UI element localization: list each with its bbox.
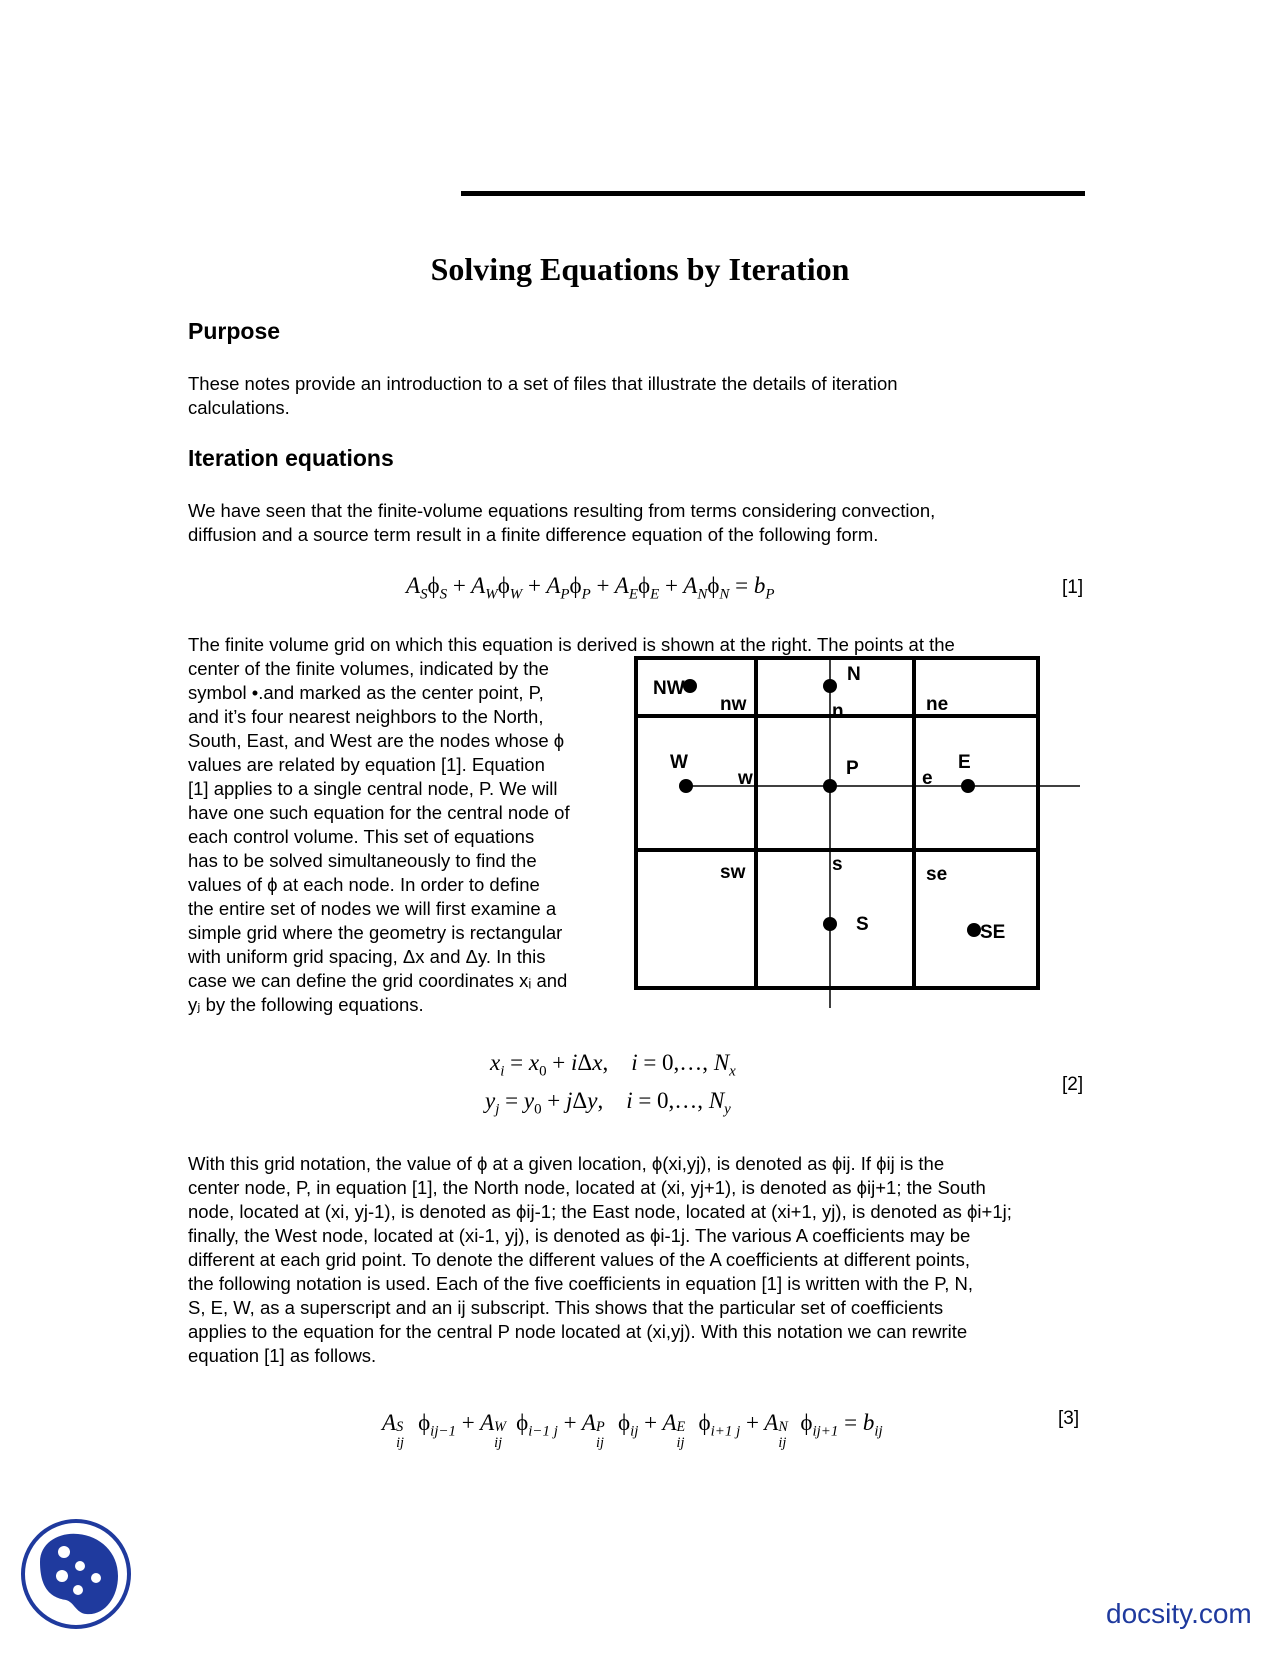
grid-text-line-10: values of ϕ at each node. In order to define xyxy=(188,874,540,895)
label-E: E xyxy=(958,752,971,773)
logo-dot-1 xyxy=(58,1546,70,1558)
purpose-line-2: calculations. xyxy=(188,397,290,418)
label-SE: SE xyxy=(980,922,1006,943)
purpose-heading: Purpose xyxy=(188,318,281,344)
grid-text-paragraph xyxy=(188,657,628,1017)
grid-text-line-15: yⱼ by the following equations. xyxy=(188,994,424,1015)
notation-line-7: S, E, W, as a superscript and an ij subscript. This shows that the particular set of coefficients xyxy=(188,1297,944,1318)
finite-volume-grid-diagram xyxy=(630,650,1090,1020)
label-n: n xyxy=(832,701,844,722)
docsity-logo-icon[interactable] xyxy=(20,1518,132,1630)
logo-dot-2 xyxy=(75,1561,85,1571)
grid-text-line-11: the entire set of nodes we will first examine a xyxy=(188,898,557,919)
label-S: S xyxy=(856,914,869,935)
grid-text-line-13: with uniform grid spacing, Δx and Δy. In this xyxy=(188,946,546,967)
notation-line-6: the following notation is used. Each of the five coefficients in equation [1] is written with the P, N, xyxy=(188,1273,973,1294)
label-W: W xyxy=(670,752,688,773)
iteration-intro-line-2: diffusion and a source term result in a finite difference equation of the following form. xyxy=(188,524,879,545)
equation-3: A S ij $\phi_{ij-1} + A$ W ij $\phi_{i-1 j} + A$ P ij $\phi_{ij} + A$ E ij $\phi_{i+1 j} + A$ N ij $\phi_{ij+1} = b_{ij}$ xyxy=(382,1410,883,1451)
iteration-intro-paragraph xyxy=(188,499,1088,547)
label-w: w xyxy=(738,768,753,789)
iteration-intro-line-1: We have seen that the finite-volume equations resulting from terms considering convection, xyxy=(188,500,936,521)
equation-2a: $x_i = x_0 + i\Delta x$, i = 0,…, $N_x$ xyxy=(490,1050,736,1080)
label-P: P xyxy=(846,758,859,779)
notation-line-3: node, located at (xi, yj-1), is denoted as ϕij-1; the East node, located at (xi+1, yj), is denoted as ϕi+1j; xyxy=(188,1201,1012,1222)
purpose-paragraph xyxy=(188,372,1088,420)
label-sw: sw xyxy=(720,862,746,883)
equation-1: $A_S\phi_S + A_W\phi_W + A_P\phi_P + A_E\phi_E + A_N\phi_N = b_P$ xyxy=(406,573,775,603)
grid-text-line-3: and it’s four nearest neighbors to the North, xyxy=(188,706,544,727)
node-w-dot xyxy=(679,779,693,793)
notation-line-1: With this grid notation, the value of ϕ at a given location, ϕ(xi,yj), is denoted as ϕij. If ϕij is the xyxy=(188,1153,945,1174)
node-p-dot xyxy=(823,779,837,793)
docsity-brand-link[interactable]: docsity.com xyxy=(1106,1598,1252,1629)
label-ne: ne xyxy=(926,694,949,715)
notation-line-8: applies to the equation for the central P node located at (xi,yj). With this notation we can rewrite xyxy=(188,1321,968,1342)
logo-dot-3 xyxy=(56,1570,68,1582)
grid-text-line-6: [1] applies to a single central node, P. We will xyxy=(188,778,558,799)
notation-line-5: different at each grid point. To denote the different values of the A coefficients at different points, xyxy=(188,1249,970,1270)
equation-2b: $y_j = y_0 + j\Delta y$, i = 0,…, $N_y$ xyxy=(485,1088,731,1118)
label-NW: NW xyxy=(653,678,685,699)
grid-text-line-4: South, East, and West are the nodes whose ϕ xyxy=(188,730,565,751)
header-rule xyxy=(461,191,1085,196)
grid-text-line-9: has to be solved simultaneously to find the xyxy=(188,850,537,871)
node-s-dot xyxy=(823,917,837,931)
grid-text-line-8: each control volume. This set of equations xyxy=(188,826,535,847)
grid-text-line-12: simple grid where the geometry is rectangular xyxy=(188,922,563,943)
notation-line-4: finally, the West node, located at (xi-1, yj), is denoted as ϕi-1j. The various A coefficients may be xyxy=(188,1225,971,1246)
label-s: s xyxy=(832,854,843,875)
grid-text-line-1: center of the finite volumes, indicated by the xyxy=(188,658,549,679)
purpose-line-1: These notes provide an introduction to a set of files that illustrate the details of iteration xyxy=(188,373,898,394)
equation-3-number: [3] xyxy=(1058,1408,1080,1429)
label-e: e xyxy=(922,768,933,789)
equation-1-number: [1] xyxy=(1062,577,1084,598)
node-n-dot xyxy=(823,679,837,693)
iteration-heading: Iteration equations xyxy=(188,445,394,471)
label-nw: nw xyxy=(720,694,747,715)
node-nw-dot xyxy=(683,679,697,693)
grid-text-line-2: symbol •.and marked as the center point, P, xyxy=(188,682,544,703)
label-se: se xyxy=(926,864,948,885)
notation-line-9: equation [1] as follows. xyxy=(188,1345,377,1366)
node-e-dot xyxy=(961,779,975,793)
logo-dot-4 xyxy=(91,1573,101,1583)
logo-dot-5 xyxy=(73,1585,83,1595)
grid-text-line-5: values are related by equation [1]. Equation xyxy=(188,754,545,775)
grid-text-line-14: case we can define the grid coordinates xᵢ and xyxy=(188,970,568,991)
label-N: N xyxy=(847,664,861,685)
equation-2-number: [2] xyxy=(1062,1074,1084,1095)
document-title: Solving Equations by Iteration xyxy=(430,251,850,287)
notation-paragraph xyxy=(188,1152,1108,1368)
grid-intro-line: The finite volume grid on which this equation is derived is shown at the right. The points at the xyxy=(188,634,955,655)
grid-text-line-7: have one such equation for the central node of xyxy=(188,802,570,823)
node-se-dot xyxy=(967,923,981,937)
notation-line-2: center node, P, in equation [1], the North node, located at (xi, yj+1), is denoted as ϕij+1; the South xyxy=(188,1177,986,1198)
